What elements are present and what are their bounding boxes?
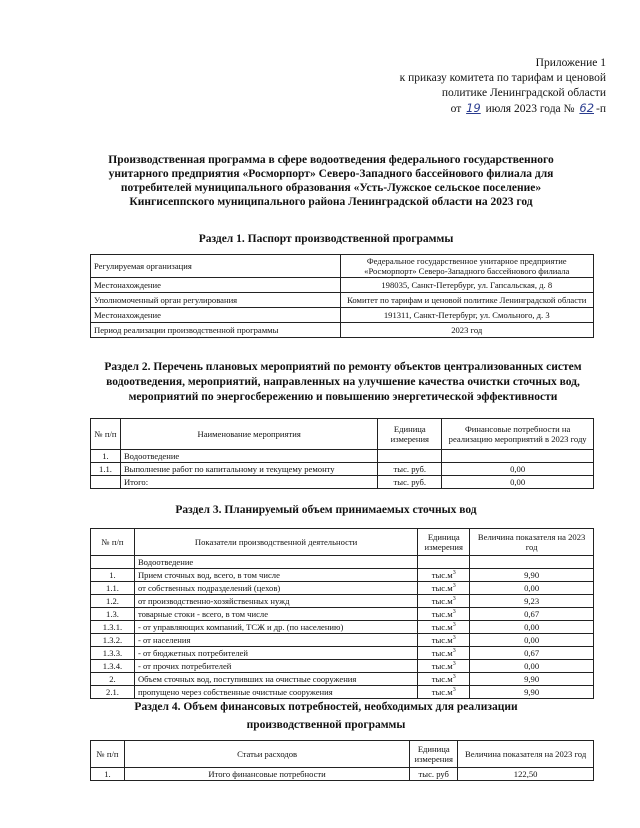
passport-label: Период реализации производственной программы [91, 323, 341, 338]
passport-row [91, 323, 594, 338]
passport-value: Федеральное государственное унитарное предприятие «Росморпорт» Северо-Западного бассейнового филиала [340, 255, 594, 278]
passport-label: Местонахождение [91, 308, 341, 323]
activity-num [91, 476, 121, 489]
activity-name: Итого: [120, 476, 377, 489]
finance-table [90, 740, 594, 781]
finance-header-row [91, 741, 594, 768]
volume-indicator: - от управляющих компаний, ТСЖ и др. (по населению) [134, 621, 417, 634]
volume-value: 0,00 [470, 582, 594, 595]
activity-num: 1. [91, 450, 121, 463]
volume-num: 1. [91, 569, 135, 582]
activity-num: 1.1. [91, 463, 121, 476]
activity-unit [378, 450, 442, 463]
volume-row [91, 647, 594, 660]
header-value: Величина показателя на 2023 год [470, 529, 594, 556]
passport-value: Комитет по тарифам и ценовой политике Ленинградской области [340, 293, 594, 308]
volume-unit [418, 673, 470, 686]
passport-value: 198035, Санкт-Петербург, ул. Гапсальская, д. 8 [340, 278, 594, 293]
activity-row [91, 450, 594, 463]
header-indicator: Показатели производственной деятельности [134, 529, 417, 556]
unit-exponent: 3 [452, 635, 456, 642]
appendix-line-1: Приложение 1 [535, 57, 606, 69]
unit-exponent: 3 [452, 622, 456, 629]
volume-row [91, 621, 594, 634]
activity-value [442, 450, 594, 463]
unit-exponent: 3 [452, 596, 456, 603]
passport-label: Регулируемая организация [91, 255, 341, 278]
activity-name: Выполнение работ по капитальному и текущему ремонту [120, 463, 377, 476]
unit-exponent: 3 [452, 674, 456, 681]
volume-value: 9,90 [470, 673, 594, 686]
header-activity: Наименование мероприятия [120, 419, 377, 450]
volume-row [91, 556, 594, 569]
unit-base: тыс.м [431, 661, 453, 671]
header-value: Величина показателя на 2023 год [458, 741, 594, 768]
unit-exponent: 3 [452, 609, 456, 616]
volume-indicator: товарные стоки - всего, в том числе [134, 608, 417, 621]
passport-row [91, 278, 594, 293]
finance-num: 1. [91, 768, 125, 781]
passport-label: Уполномоченный орган регулирования [91, 293, 341, 308]
header-unit: Единица измерения [410, 741, 458, 768]
passport-row [91, 293, 594, 308]
appendix-line-2: к приказу комитета по тарифам и ценовой [399, 72, 606, 84]
volume-row [91, 595, 594, 608]
volume-num: 1.1. [91, 582, 135, 595]
volume-unit [418, 608, 470, 621]
activity-row [91, 476, 594, 489]
volume-indicator: пропущено через собственные очистные сооружения [134, 686, 417, 699]
handwritten-order-number: 62 [579, 101, 595, 115]
volume-indicator: Прием сточных вод, всего, в том числе [134, 569, 417, 582]
date-rest: июля 2023 года № [485, 103, 575, 115]
passport-table [90, 254, 594, 338]
section4-heading-line2: производственной программы [246, 719, 406, 731]
unit-base: тыс.м [431, 583, 453, 593]
activities-header-row [91, 419, 594, 450]
unit-base: тыс.м [431, 674, 453, 684]
volume-value: 9,23 [470, 595, 594, 608]
unit-exponent: 3 [452, 648, 456, 655]
wastewater-volume-table [90, 528, 594, 699]
passport-value: 2023 год [340, 323, 594, 338]
header-expense: Статьи расходов [124, 741, 409, 768]
volume-num: 1.3.1. [91, 621, 135, 634]
unit-base: тыс.м [431, 570, 453, 580]
volume-row [91, 582, 594, 595]
unit-base: тыс.м [431, 622, 453, 632]
volume-unit [418, 556, 470, 569]
volume-value: 0,00 [470, 634, 594, 647]
volume-indicator: от собственных подразделений (цехов) [134, 582, 417, 595]
volume-unit [418, 686, 470, 699]
unit-base: тыс.м [431, 596, 453, 606]
header-num: № п/п [91, 529, 135, 556]
finance-value: 122,50 [458, 768, 594, 781]
finance-row [91, 768, 594, 781]
passport-row [91, 255, 594, 278]
volume-value: 0,00 [470, 621, 594, 634]
volume-unit [418, 660, 470, 673]
volume-value: 0,67 [470, 647, 594, 660]
volume-num: 1.2. [91, 595, 135, 608]
volume-num: 2. [91, 673, 135, 686]
header-unit: Единица измерения [418, 529, 470, 556]
activity-value: 0,00 [442, 476, 594, 489]
finance-expense: Итого финансовые потребности [124, 768, 409, 781]
section1-heading: Раздел 1. Паспорт производственной программы [198, 233, 454, 245]
section4-heading-line1: Раздел 4. Объем финансовых потребностей, необходимых для реализации [134, 701, 518, 713]
volume-num: 1.3.4. [91, 660, 135, 673]
volume-row [91, 634, 594, 647]
header-num: № п/п [91, 741, 125, 768]
activity-value: 0,00 [442, 463, 594, 476]
volume-value: 9,90 [470, 686, 594, 699]
volume-indicator: - от населения [134, 634, 417, 647]
volume-row [91, 660, 594, 673]
activity-unit: тыс. руб. [378, 476, 442, 489]
section2-heading: Раздел 2. Перечень плановых мероприятий по ремонту объектов централизованных систем водоотведения, мероприятий, направленных на улучшение качества очистки сточных вод, мероприятий по энергосбережению и повышению энергетической эффективности [104, 361, 582, 403]
unit-base: тыс.м [431, 609, 453, 619]
volume-indicator: Объем сточных вод, поступивших на очистные сооружения [134, 673, 417, 686]
activity-row [91, 463, 594, 476]
header-num: № п/п [91, 419, 121, 450]
unit-exponent: 3 [452, 687, 456, 694]
volume-indicator: Водоотведение [134, 556, 417, 569]
volume-value: 9,90 [470, 569, 594, 582]
activity-name: Водоотведение [120, 450, 377, 463]
volume-unit [418, 595, 470, 608]
volume-num: 1.3.2. [91, 634, 135, 647]
volume-num: 2.1. [91, 686, 135, 699]
unit-base: тыс.м [431, 635, 453, 645]
volume-indicator: от производственно-хозяйственных нужд [134, 595, 417, 608]
volume-unit [418, 582, 470, 595]
volume-num: 1.3. [91, 608, 135, 621]
passport-label: Местонахождение [91, 278, 341, 293]
appendix-header [360, 56, 606, 117]
volume-unit [418, 634, 470, 647]
date-prefix: от [450, 103, 462, 115]
order-suffix: -п [596, 103, 606, 115]
header-finance: Финансовые потребности на реализацию мероприятий в 2023 году [442, 419, 594, 450]
volume-num [91, 556, 135, 569]
volume-unit [418, 621, 470, 634]
volume-value: 0,00 [470, 660, 594, 673]
volume-row [91, 686, 594, 699]
activity-unit: тыс. руб. [378, 463, 442, 476]
unit-base: тыс.м [431, 687, 453, 697]
volume-num: 1.3.3. [91, 647, 135, 660]
activities-table [90, 418, 594, 489]
unit-exponent: 3 [452, 570, 456, 577]
unit-exponent: 3 [452, 583, 456, 590]
volume-indicator: - от бюджетных потребителей [134, 647, 417, 660]
unit-exponent: 3 [452, 661, 456, 668]
section4-heading [96, 700, 556, 733]
volume-row [91, 569, 594, 582]
appendix-date-line [360, 101, 606, 117]
passport-row [91, 308, 594, 323]
passport-value: 191311, Санкт-Петербург, ул. Смольного, д. 3 [340, 308, 594, 323]
document-title: Производственная программа в сфере водоотведения федерального государственного унитарного предприятия «Росморпорт» Северо-Западного бассейнового филиала для потребителей муниципального образования «Усть-Лужское сельское поселение» Кингисеппского муниципального района Ленинградской области на 2023 год [108, 154, 554, 208]
volume-header-row [91, 529, 594, 556]
volume-indicator: - от прочих потребителей [134, 660, 417, 673]
volume-value: 0,67 [470, 608, 594, 621]
section3-heading: Раздел 3. Планируемый объем принимаемых сточных вод [175, 504, 477, 516]
volume-unit [418, 569, 470, 582]
handwritten-day: 19 [466, 101, 481, 115]
volume-row [91, 673, 594, 686]
volume-value [470, 556, 594, 569]
volume-unit [418, 647, 470, 660]
appendix-line-3: политике Ленинградской области [441, 87, 606, 99]
volume-row [91, 608, 594, 621]
unit-base: тыс.м [431, 648, 453, 658]
finance-unit: тыс. руб [410, 768, 458, 781]
header-unit: Единица измерения [378, 419, 442, 450]
